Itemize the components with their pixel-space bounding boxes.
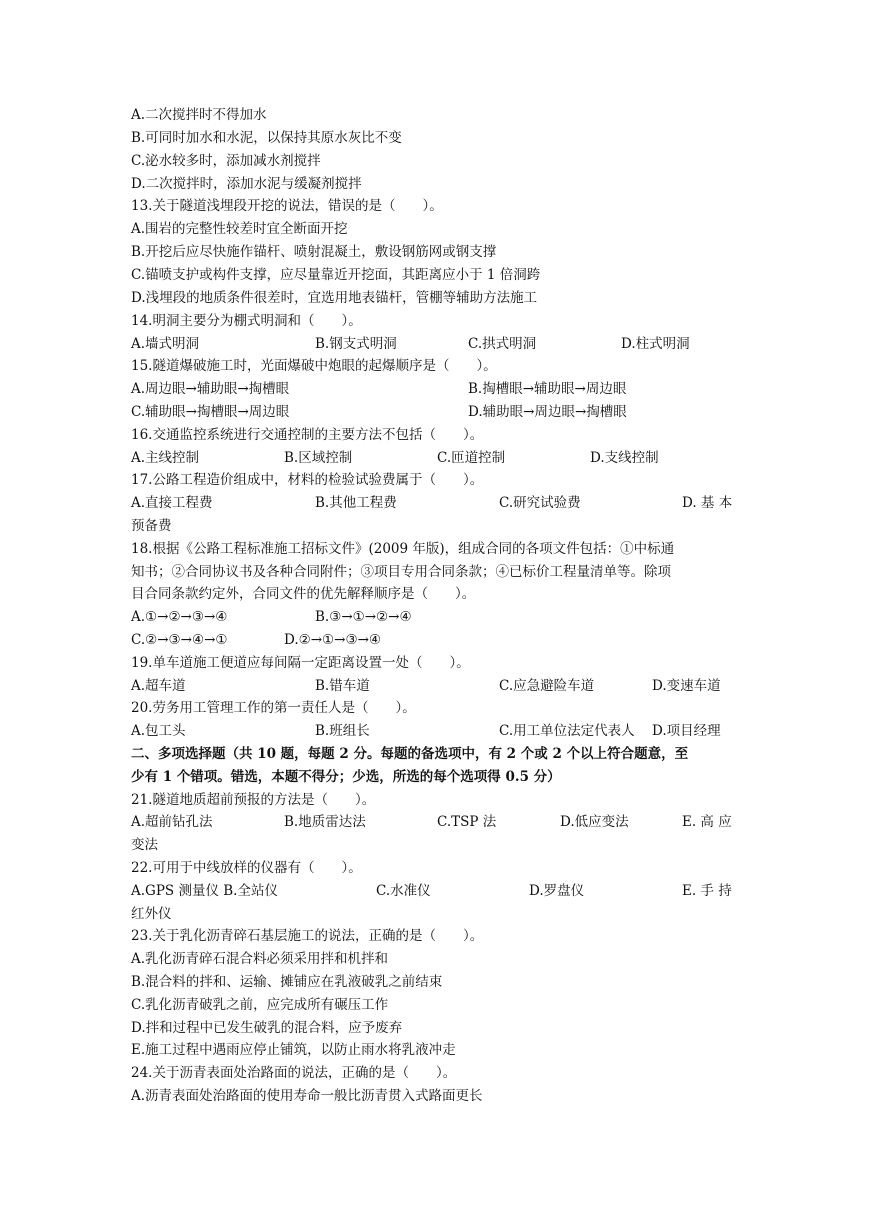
q17-stem: 17.公路工程造价组成中，材料的检验试验费属于（ ）。 — [131, 472, 484, 488]
q17-option-d: D. 基 本 — [682, 495, 733, 511]
q12-option-d: D.二次搅拌时，添加水泥与缓凝剂搅拌 — [131, 176, 362, 192]
q23-option-c: C.乳化沥青破乳之前，应完成所有碾压工作 — [131, 997, 389, 1013]
q13-stem: 13.关于隧道浅埋段开挖的说法，错误的是（ ）。 — [131, 198, 443, 214]
q23-option-a: A.乳化沥青碎石混合料必须采用拌和机拌和 — [131, 951, 389, 967]
q18-option-b: B.③→①→②→④ — [315, 609, 412, 625]
q21-option-a: A.超前钻孔法 — [131, 814, 213, 830]
q16-option-b: B.区域控制 — [284, 450, 353, 466]
q22-option-ab: A.GPS 测量仪 B.全站仪 — [131, 883, 278, 899]
q21-option-c: C.TSP 法 — [437, 814, 497, 830]
q23-option-d: D.拌和过程中已发生破乳的混合料，应予废弃 — [131, 1020, 403, 1036]
q19-stem: 19.单车道施工便道应每间隔一定距离设置一处（ ）。 — [131, 655, 470, 671]
q14-option-d: D.柱式明洞 — [621, 336, 690, 352]
section-2-heading-line2: 少有 1 个错项。错选，本题不得分；少选，所选的每个选项得 0.5 分） — [131, 769, 561, 785]
q16-option-d: D.支线控制 — [590, 450, 659, 466]
q16-option-a: A.主线控制 — [131, 450, 200, 466]
q18-option-c: C.②→③→④→① — [131, 632, 228, 648]
q23-stem: 23.关于乳化沥青碎石基层施工的说法，正确的是（ ）。 — [131, 928, 484, 944]
q14-option-b: B.钢支式明洞 — [315, 336, 397, 352]
q18-option-a: A.①→②→③→④ — [131, 609, 228, 625]
q20-option-d: D.项目经理 — [652, 723, 721, 739]
q22-option-e: E. 手 持 — [682, 883, 732, 899]
q15-option-c: C.辅助眼→掏槽眼→周边眼 — [131, 404, 290, 420]
q18-stem-line1: 18.根据《公路工程标准施工招标文件》(2009 年版)，组成合同的各项文件包括：①中标通 — [131, 541, 675, 557]
q16-stem: 16.交通监控系统进行交通控制的主要方法不包括（ ）。 — [131, 427, 484, 443]
q17-option-d-continued: 预备费 — [131, 518, 172, 534]
q14-option-a: A.墙式明洞 — [131, 336, 200, 352]
q20-option-a: A.包工头 — [131, 723, 186, 739]
q15-stem: 15.隧道爆破施工时，光面爆破中炮眼的起爆顺序是（ ）。 — [131, 358, 497, 374]
q21-option-e: E. 高 应 — [682, 814, 732, 830]
section-2-heading-line1: 二、多项选择题（共 10 题，每题 2 分。每题的备选项中，有 2 个或 2 个以上符合题意，至 — [131, 746, 689, 762]
q22-option-e-continued: 红外仪 — [131, 906, 172, 922]
q21-option-b: B.地质雷达法 — [284, 814, 366, 830]
q23-option-b: B.混合料的拌和、运输、摊铺应在乳液破乳之前结束 — [131, 974, 443, 990]
q18-option-d: D.②→①→③→④ — [284, 632, 381, 648]
q24-option-a: A.沥青表面处治路面的使用寿命一般比沥青贯入式路面更长 — [131, 1088, 483, 1104]
q13-option-b: B.开挖后应尽快施作锚杆、喷射混凝土，敷设钢筋网或钢支撑 — [131, 244, 497, 260]
q15-option-a: A.周边眼→辅助眼→掏槽眼 — [131, 381, 290, 397]
q20-option-c: C.用工单位法定代表人 — [499, 723, 635, 739]
q21-stem: 21.隧道地质超前预报的方法是（ ）。 — [131, 792, 376, 808]
q15-option-d: D.辅助眼→周边眼→掏槽眼 — [468, 404, 627, 420]
q22-option-d: D.罗盘仪 — [529, 883, 585, 899]
q23-option-e: E.施工过程中遇雨应停止铺筑，以防止雨水将乳液冲走 — [131, 1042, 456, 1058]
q21-option-d: D.低应变法 — [560, 814, 629, 830]
q20-stem: 20.劳务用工管理工作的第一责任人是（ ）。 — [131, 700, 416, 716]
q15-option-b: B.掏槽眼→辅助眼→周边眼 — [468, 381, 627, 397]
q13-option-a: A.围岩的完整性较差时宜全断面开挖 — [131, 221, 348, 237]
q19-option-d: D.变速车道 — [652, 678, 721, 694]
q22-stem: 22.可用于中线放样的仪器有（ ）。 — [131, 860, 362, 876]
q14-option-c: C.拱式明洞 — [468, 336, 537, 352]
q22-option-c: C.水准仪 — [376, 883, 431, 899]
q17-option-a: A.直接工程费 — [131, 495, 213, 511]
q17-option-c: C.研究试验费 — [499, 495, 581, 511]
q13-option-d: D.浅埋段的地质条件很差时，宜选用地表锚杆，管棚等辅助方法施工 — [131, 290, 538, 306]
q14-stem: 14.明洞主要分为棚式明洞和（ ）。 — [131, 313, 362, 329]
q24-stem: 24.关于沥青表面处治路面的说法，正确的是（ ）。 — [131, 1065, 457, 1081]
q21-option-e-continued: 变法 — [131, 837, 158, 853]
q19-option-a: A.超车道 — [131, 678, 186, 694]
q12-option-b: B.可同时加水和水泥，以保持其原水灰比不变 — [131, 130, 402, 146]
q19-option-b: B.错车道 — [315, 678, 370, 694]
q18-stem-line2: 知书；②合同协议书及各种合同附件；③项目专用合同条款；④已标价工程量清单等。除项 — [131, 564, 671, 580]
q16-option-c: C.匝道控制 — [437, 450, 506, 466]
q13-option-c: C.锚喷支护或构件支撑，应尽量靠近开挖面，其距离应小于 1 倍洞跨 — [131, 267, 541, 283]
q17-option-b: B.其他工程费 — [315, 495, 397, 511]
q20-option-b: B.班组长 — [315, 723, 370, 739]
q12-option-c: C.泌水较多时，添加减水剂搅拌 — [131, 153, 321, 169]
q18-stem-line3: 目合同条款约定外，合同文件的优先解释顺序是（ ）。 — [131, 586, 476, 602]
q19-option-c: C.应急避险车道 — [499, 678, 595, 694]
q12-option-a: A.二次搅拌时不得加水 — [131, 107, 267, 123]
